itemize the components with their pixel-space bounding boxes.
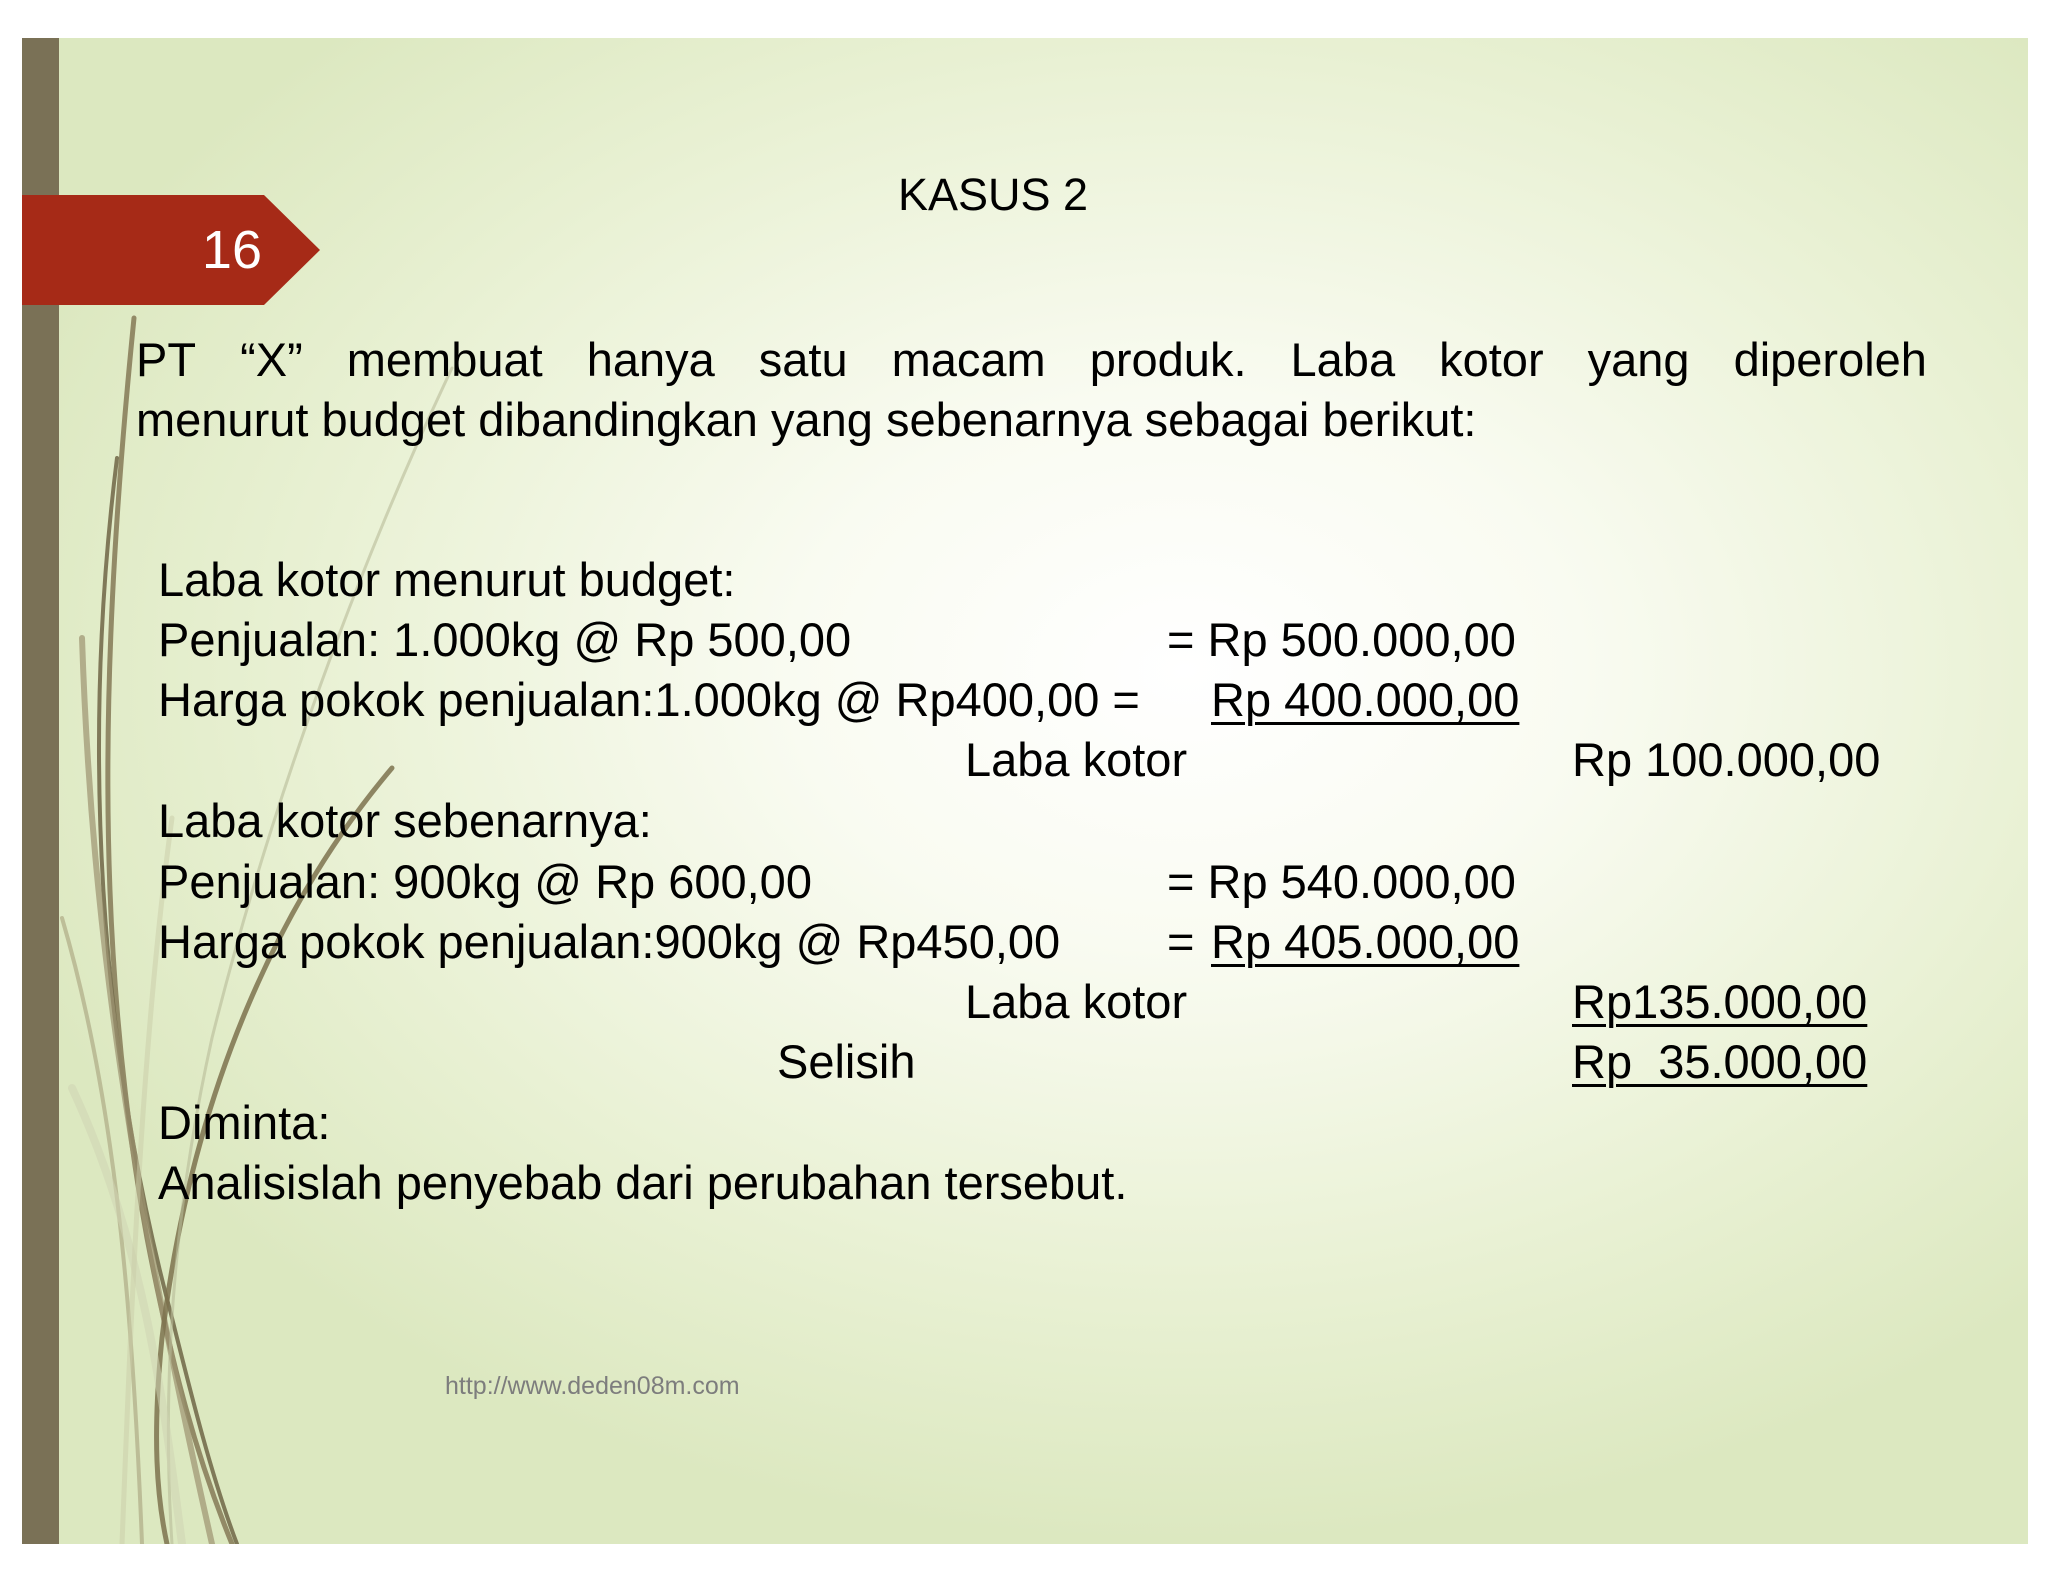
actual-cogs-equals: = <box>1167 915 1195 968</box>
actual-gross-value: Rp135.000,00 <box>1572 975 1868 1028</box>
actual-sales-label: Penjualan: 900kg @ Rp 600,00 <box>158 855 812 908</box>
difference-label: Selisih <box>777 1035 916 1088</box>
actual-sales-value: = Rp 540.000,00 <box>1167 855 1516 908</box>
intro-line-2: menurut budget dibandingkan yang sebenarnya sebagai berikut: <box>136 393 1477 446</box>
footer-url[interactable]: http://www.deden08m.com <box>445 1372 740 1400</box>
intro-word: PT <box>136 333 197 386</box>
intro-word: “X” <box>240 333 303 386</box>
actual-cogs-value: Rp 405.000,00 <box>1211 915 1520 968</box>
budget-sales-label: Penjualan: 1.000kg @ Rp 500,00 <box>158 613 852 666</box>
budget-gross-label: Laba kotor <box>965 733 1188 786</box>
actual-gross-label: Laba kotor <box>965 975 1188 1028</box>
budget-cogs-label: Harga pokok penjualan:1.000kg @ Rp400,00 = <box>158 673 1140 726</box>
intro-word: produk. <box>1089 333 1247 386</box>
task-text: Analisislah penyebab dari perubahan tersebut. <box>158 1156 1128 1209</box>
intro-word: membuat <box>346 333 543 386</box>
difference-value: Rp 35.000,00 <box>1572 1035 1868 1088</box>
slide-title: KASUS 2 <box>898 169 1089 220</box>
intro-word: diperoleh <box>1733 333 1927 386</box>
budget-sales-value: = Rp 500.000,00 <box>1167 613 1516 666</box>
intro-line-1 <box>136 330 1927 390</box>
intro-word: hanya <box>586 333 715 386</box>
slide-number: 16 <box>201 220 262 280</box>
actual-heading: Laba kotor sebenarnya: <box>158 794 652 847</box>
budget-cogs-value: Rp 400.000,00 <box>1211 673 1520 726</box>
budget-heading: Laba kotor menurut budget: <box>158 553 736 606</box>
intro-word: macam <box>891 333 1046 386</box>
intro-word: kotor <box>1439 333 1544 386</box>
task-heading: Diminta: <box>158 1096 331 1149</box>
budget-gross-value: Rp 100.000,00 <box>1572 733 1881 786</box>
intro-word: satu <box>758 333 848 386</box>
intro-word: yang <box>1587 333 1690 386</box>
intro-word: Laba <box>1290 333 1396 386</box>
intro-paragraph <box>136 330 1927 450</box>
actual-cogs-label: Harga pokok penjualan:900kg @ Rp450,00 <box>158 915 1061 968</box>
